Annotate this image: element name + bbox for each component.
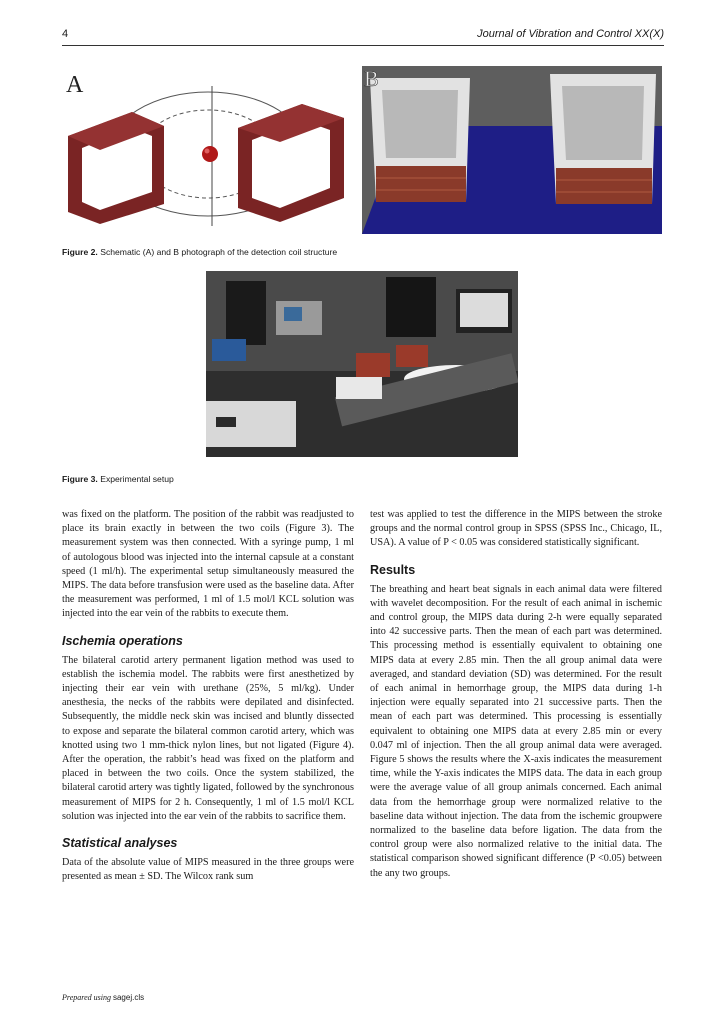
heading-ischemia-operations: Ischemia operations [62, 633, 183, 648]
server-rack [386, 277, 436, 337]
right-paragraph-1: test was applied to test the difference in the MIPS between the stroke groups and the normal control group in SPSS (SPSS Inc., Chicago, IL, USA). A value of P < 0.05 was considered statistically significant. [370, 509, 662, 549]
left-paragraph-2: The bilateral carotid artery permanent ligation method was used to establish the ischemia model. The rabbits were first anesthetized by injecting their ear vein with urethane (25%, 5 ml/kg). Under anesthesia, the necks of the rabbits were depilated and disinfected. Subsequently, the middle neck skin was incised and bluntly dissected to expose and separate the bilateral common carotid artery, which was knotted using two 1 mm-thick nylon lines, but not ligated (Figure 4). After the operation, the rabbit’s head was fixed on the platform and placed in between the two coils. Once the system stabilized, the bilateral carotid artery was tightly ligated, followed by the synchronous measurement of MIPS for 2 h. Consequently, 1 ml of 1.5 mol/l KCL solution was injected into the ear vein of the rabbits to sacrifice them. [62, 654, 354, 822]
equipment-rack [226, 281, 266, 345]
heading-results: Results [370, 562, 416, 577]
figure-2-caption-label: Figure 2. [62, 247, 98, 257]
figure-2 [62, 66, 662, 234]
footer-cls-name: sagej.cls [112, 993, 145, 1002]
figure-3-caption-text: Experimental setup [100, 474, 174, 484]
detection-coil-left [356, 353, 390, 377]
right-box-inner [562, 86, 644, 160]
coil-schematic-diagram [62, 66, 354, 234]
panel-b-label: B [364, 66, 379, 91]
page-footer [62, 993, 144, 1002]
detection-coil-right [396, 345, 428, 367]
platform-stand [336, 377, 382, 399]
page-header [62, 26, 664, 46]
left-box-inner [382, 90, 458, 158]
figure-2-panel-b-photo [362, 66, 662, 234]
right-copper-winding [556, 168, 652, 204]
coil-photo-illustration [362, 66, 662, 234]
figure-3-caption [62, 474, 174, 484]
journal-title: Journal of Vibration and Control XX(X) [477, 28, 664, 40]
left-paragraph-1: was fixed on the platform. The position of the rabbit was readjusted to place its brain exactly in between the two coils (Figure 3). The measurement system was then connected. With a syringe pump, 1 ml of autologous blood was injected into the internal capsule at a constant speed (1 ml/h). The experimental setup simultaneously measured the MIPS. The data before transfusion were used as the baseline data. After the measurement was performed, 1 ml of 1.5 mol/l KCL solution was injected into the ear vein of the rabbits to execute them. [62, 509, 354, 620]
footer-prepared-text: Prepared using [62, 993, 111, 1002]
pump-display [216, 417, 236, 427]
experimental-setup-illustration [206, 271, 518, 457]
figure-2-panel-a-schematic [62, 66, 354, 234]
left-paragraph-3: Data of the absolute value of MIPS measured in the three groups were presented as mean ± SD. The Wilcox rank sum [62, 857, 354, 883]
left-copper-winding [376, 166, 466, 202]
figure-2-caption-text: Schematic (A) and B photograph of the detection coil structure [100, 247, 338, 257]
right-column [370, 508, 662, 881]
heading-statistical-analyses: Statistical analyses [62, 836, 178, 851]
figure-2-caption [62, 247, 337, 257]
page-number: 4 [62, 28, 69, 40]
left-column [62, 508, 354, 884]
oscilloscope-screen [284, 307, 302, 321]
figure-3-caption-label: Figure 3. [62, 474, 98, 484]
figure-3-photo [206, 271, 518, 457]
panel-a-label: A [66, 72, 84, 98]
power-supply [212, 339, 246, 361]
target-sphere-highlight [205, 149, 210, 154]
monitor-screen [460, 293, 508, 327]
right-paragraph-2: The breathing and heart beat signals in each animal data were filtered with wavelet decomposition. For the result of each animal in ischemic and control group, the MIPS data during 2-h were equally separated into 42 successive parts. Then the mean of each part was determined. This processing method is essentially equivalent to obtaining one MIPS data at every 2.85 min. Then the all group animal data were averaged, and standard deviation (SD) was determined. For the result of each animal in hemorrhage group, the MIPS data during 1-h injection were equally separated into 21 successive parts. Then the mean of each part was determined. This processing is essentially equivalent to obtaining one MIPS data at every 2.85 min or every 0.047 ml of injection. Then the all group animal data were averaged. Figure 5 shows the results where the X-axis indicates the measurement time, while the Y-axis indicates the MIPS data. The data in each group were the average value of all group animals concerned. Each animal data from the hemorrhage group were normalized relative to the baseline data without injection. The data from the ischemic groupwere normalized to the baseline data before ligation. The data from the control group were also normalized relative to the initial data. The statistical comparison showed significant difference (P <0.05) between the any two groups. [370, 583, 662, 879]
target-sphere [202, 146, 218, 162]
